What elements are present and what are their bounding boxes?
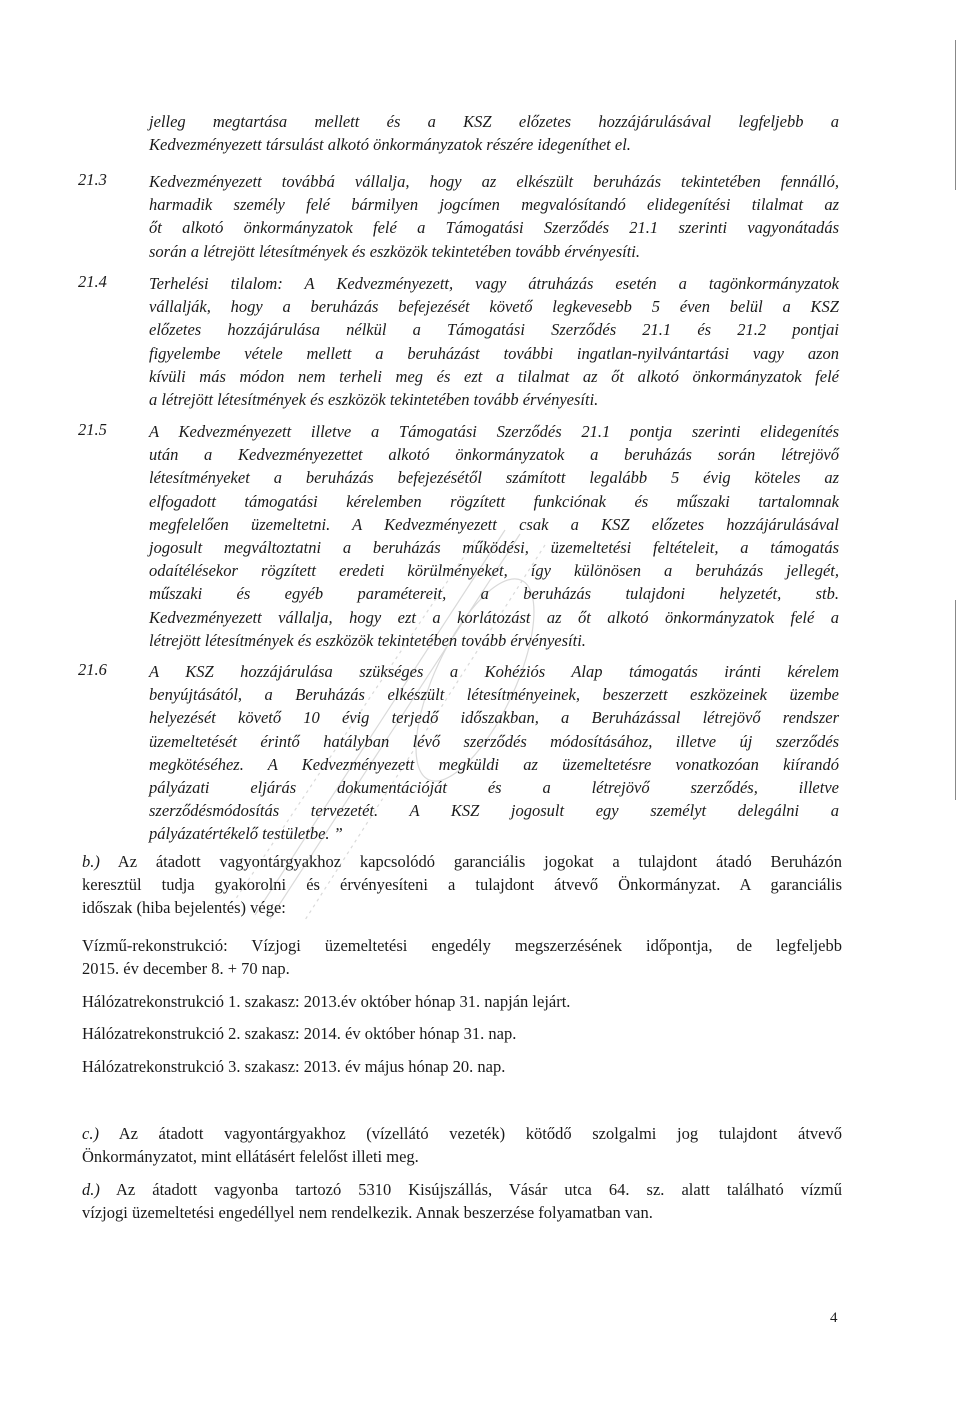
section-label: d.) bbox=[82, 1180, 100, 1199]
text-line: benyújtásától, a Beruházás elkészült létesítményeinek, beszerzett eszközeinek üzembe bbox=[149, 685, 839, 705]
text-line: Önkormányzatot, mint ellátásért felelőst illeti meg. bbox=[82, 1147, 419, 1167]
text-line: létesítményeket a beruházás befejezésétől számított legalább 5 évig köteles az bbox=[149, 468, 839, 488]
text-line: jogosult megváltoztatni a beruházás működési, üzemeltetési feltételeit, a támogatás bbox=[149, 538, 839, 558]
section-label: b.) bbox=[82, 852, 100, 871]
text-line: Kedvezményezett vállalja, hogy ezt a korlátozást az őt alkotó önkormányzatok felé a bbox=[149, 607, 839, 627]
section-label: c.) bbox=[82, 1124, 99, 1143]
text-line: vállalják, hogy a beruházás befejezését követő legkevesebb 5 éven belül a KSZ bbox=[149, 297, 839, 317]
warranty-halozat-3 bbox=[82, 1055, 842, 1078]
text-line bbox=[82, 1178, 842, 1201]
clause-21-3 bbox=[149, 170, 839, 263]
text-line: vízjogi üzemeltetési engedéllyel nem rendelkezik. Annak beszerzése folyamatban van. bbox=[82, 1203, 653, 1223]
warranty-vizmu bbox=[82, 934, 842, 980]
text-line: Hálózatrekonstrukció 2. szakasz: 2014. év október hónap 31. nap. bbox=[82, 1024, 517, 1043]
text-line: jelleg megtartása mellett és a KSZ előzetes hozzájárulásával legfeljebb a bbox=[149, 112, 839, 131]
clause-number: 21.3 bbox=[78, 170, 107, 189]
text-line: pályázatértékelő testületbe. ” bbox=[149, 824, 343, 844]
text-line: figyelembe vétele mellett a beruházást további ingatlan-nyilvántartási vagy azon bbox=[149, 343, 839, 363]
text-line: kívüli más módon nem terheli meg és ezt a tilalmat az őt alkotó önkormányzatok felé bbox=[149, 366, 839, 386]
text-line: A Kedvezményezett illetve a Támogatási Szerződés 21.1 pontja szerinti elidegenítés bbox=[149, 422, 839, 441]
text-line: elfogadott támogatási kérelemben rögzített funkciónak és műszaki tartalomnak bbox=[149, 491, 839, 511]
page-number: 4 bbox=[830, 1310, 838, 1326]
text-line: időszak (hiba bejelentés) vége: bbox=[82, 898, 286, 918]
clause-number: 21.4 bbox=[78, 272, 107, 291]
text-line: Kedvezményezett továbbá vállalja, hogy az elkészült beruházás tekintetében fennálló, bbox=[149, 172, 839, 191]
section-c bbox=[82, 1122, 842, 1168]
text-line: Hálózatrekonstrukció 1. szakasz: 2013.év október hónap 31. napján lejárt. bbox=[82, 992, 571, 1011]
scan-edge-mark bbox=[955, 600, 956, 800]
text-line: szerződésmódosítás tervezetét. A KSZ jogosult egy személyt delegálni a bbox=[149, 801, 839, 821]
text-line: A KSZ hozzájárulása szükséges a Kohéziós Alap támogatás iránti kérelem bbox=[149, 662, 839, 681]
scan-edge-mark bbox=[955, 40, 956, 190]
text-line: őt alkotó önkormányzatok felé a Támogatási Szerződés 21.1 szerinti vagyonátadás bbox=[149, 218, 839, 238]
section-b bbox=[82, 850, 842, 920]
text-line: műszaki és egyéb paramétereit, a beruházás tulajdoni helyzetét, stb. bbox=[149, 584, 839, 604]
clause-number: 21.5 bbox=[78, 420, 107, 439]
text-line: harmadik személy felé bármilyen jogcímen megvalósítandó elidegenítési tilalmat az bbox=[149, 195, 839, 215]
text-line: a létrejött létesítmények és eszközök tekintetében tovább érvényesíti. bbox=[149, 390, 599, 410]
text-line: odaítélésekor rögzített eredeti körülményeket, így különösen a beruházás jellegét, bbox=[149, 561, 839, 581]
section-text: Az átadott vagyonba tartozó 5310 Kisújszállás, Vásár utca 64. sz. alatt található vízmű bbox=[116, 1180, 842, 1199]
warranty-halozat-1 bbox=[82, 990, 842, 1013]
section-d bbox=[82, 1178, 842, 1224]
text-line: megfelelően üzemeltetni. A Kedvezményezett csak a KSZ előzetes hozzájárulásával bbox=[149, 514, 839, 534]
section-text: Az átadott vagyontárgyakhoz (vízellátó vezeték) kötődő szolgalmi jog tulajdont átvevő bbox=[118, 1124, 843, 1143]
text-line: helyezését követő 10 évig terjedő időszakban, a Beruházással létrejövő rendszer bbox=[149, 708, 839, 728]
text-line bbox=[82, 850, 842, 873]
text-line: üzemeltetését érintő hatályban lévő szerződés módosításához, illetve új szerződés bbox=[149, 731, 839, 751]
text-line: Terhelési tilalom: A Kedvezményezett, vagy átruházás esetén a tagönkormányzatok bbox=[149, 274, 839, 293]
text-line: Kedvezményezett társulást alkotó önkormányzatok részére idegeníthet el. bbox=[149, 135, 631, 155]
text-line: Hálózatrekonstrukció 3. szakasz: 2013. év május hónap 20. nap. bbox=[82, 1057, 506, 1076]
text-line: előzetes hozzájárulása nélkül a Támogatási Szerződés 21.1 és 21.2 pontjai bbox=[149, 320, 839, 340]
warranty-halozat-2 bbox=[82, 1022, 842, 1045]
clause-21-4 bbox=[149, 272, 839, 411]
text-line: pályázati eljárás dokumentációját és a létrejövő szerződés, illetve bbox=[149, 778, 839, 798]
text-line: keresztül tudja gyakorolni és érvényesíteni a tulajdont átvevő Önkormányzat. A garanciális bbox=[82, 875, 842, 895]
clause-21-6 bbox=[149, 660, 839, 846]
text-line: Vízmű-rekonstrukció: Vízjogi üzemeltetési engedély megszerzésének időpontja, de legfeljebb bbox=[82, 936, 842, 955]
text-line: után a Kedvezményezettet alkotó önkormányzatok a beruházás során létrejövő bbox=[149, 445, 839, 465]
intro-paragraph bbox=[149, 110, 839, 156]
text-line: során a létrejött létesítmények és eszközök tekintetében tovább érvényesíti. bbox=[149, 241, 641, 261]
section-text: Az átadott vagyontárgyakhoz kapcsolódó garanciális jogokat a tulajdont átadó Beruházón bbox=[117, 852, 843, 871]
text-line bbox=[82, 1122, 842, 1145]
text-line: létrejött létesítmények és eszközök tekintetében tovább érvényesíti. bbox=[149, 630, 586, 650]
clause-21-5 bbox=[149, 420, 839, 652]
text-line: megkötéséhez. A Kedvezményezett megküldi az üzemeltetésre vonatkozóan kiírandó bbox=[149, 754, 839, 774]
clause-number: 21.6 bbox=[78, 660, 107, 679]
text-line: 2015. év december 8. + 70 nap. bbox=[82, 959, 290, 979]
